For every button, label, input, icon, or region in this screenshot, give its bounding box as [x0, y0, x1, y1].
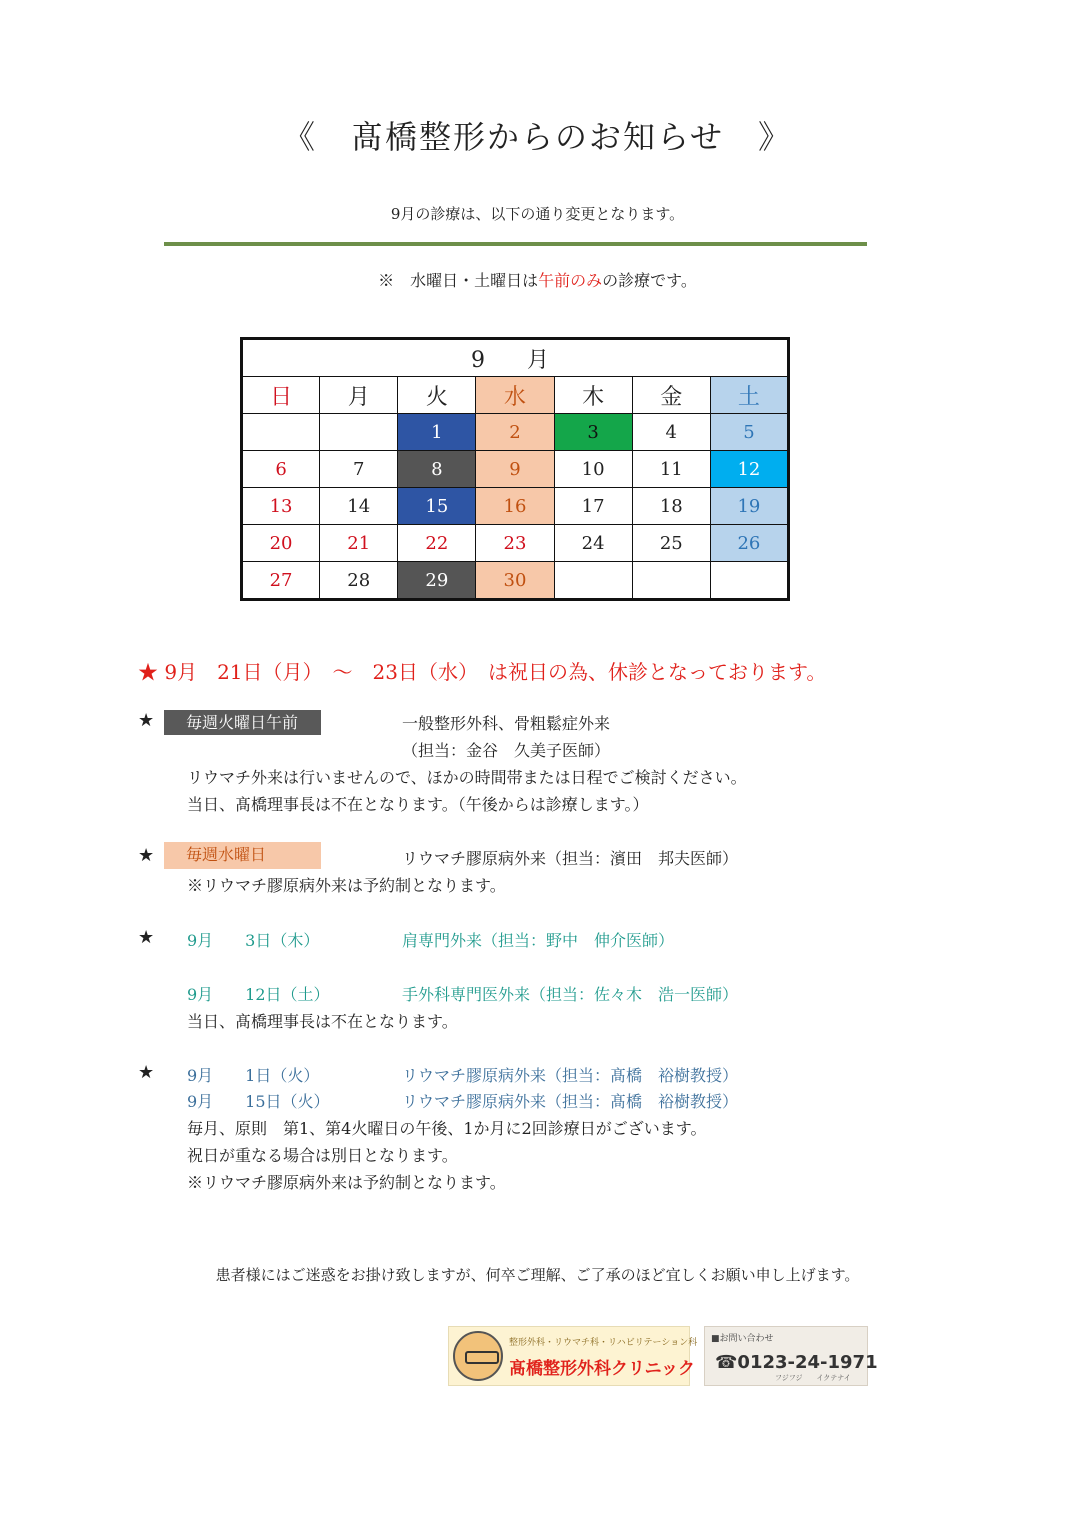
s3-right2: 手外科専門医外来（担当：佐々木 浩一医師）: [402, 985, 739, 1004]
calendar-day: 15: [398, 488, 476, 525]
calendar-day: [632, 562, 710, 600]
weekday-fri: 金: [632, 377, 710, 414]
s4-line2: 祝日が重なる場合は別日となります。: [187, 1146, 458, 1165]
s2-right: リウマチ膠原病外来（担当：濱田 邦夫医師）: [402, 849, 739, 868]
closing-message: 患者様にはご迷惑をお掛け致しますが、何卒ご理解、ご了承のほど宜しくお願い申し上げます。: [215, 1266, 860, 1284]
calendar-day: 29: [398, 562, 476, 600]
weekday-mon: 月: [320, 377, 398, 414]
calendar-day: [554, 562, 632, 600]
star-bullet: ★: [138, 1062, 155, 1083]
note-highlight: 午前のみ: [538, 271, 603, 290]
s2-line1: ※リウマチ膠原病外来は予約制となります。: [187, 876, 506, 895]
s1-right1: 一般整形外科、骨粗鬆症外来: [402, 714, 611, 733]
wednesday-tag: 毎週水曜日: [164, 842, 321, 869]
s3-date2: 9月 12日（土）: [187, 985, 330, 1004]
hours-note: [0, 268, 1075, 291]
star-bullet: ★: [138, 710, 155, 731]
s1-right2: （担当：金谷 久美子医師）: [402, 741, 611, 760]
clinic-logo[interactable]: [448, 1326, 698, 1386]
weekday-sun: 日: [242, 377, 320, 414]
weekday-thu: 木: [554, 377, 632, 414]
note-suffix: の診療です。: [602, 271, 697, 290]
doctor-face-icon: [453, 1331, 503, 1381]
calendar-day: 2: [476, 414, 554, 451]
calendar-day: 26: [710, 525, 788, 562]
calendar-month: 9 月: [242, 339, 789, 377]
star-bullet: ★: [138, 927, 155, 948]
s4-line1: 毎月、原則 第1、第4火曜日の午後、1か月に2回診療日がございます。: [187, 1119, 707, 1138]
calendar-day: 19: [710, 488, 788, 525]
s1-line2: 当日、髙橋理事長は不在となります。（午後からは診療します。）: [187, 795, 649, 814]
calendar-day: 8: [398, 451, 476, 488]
calendar-day: 4: [632, 414, 710, 451]
calendar-day: 1: [398, 414, 476, 451]
holiday-notice: ★ 9月 21日（月） ～ 23日（水） は祝日の為、休診となっております。: [138, 660, 827, 684]
phone-number: ☎0123-24-1971: [715, 1352, 878, 1373]
calendar-day: 16: [476, 488, 554, 525]
calendar-week: [242, 451, 789, 488]
calendar-day: 23: [476, 525, 554, 562]
calendar-day: 18: [632, 488, 710, 525]
glasses-icon: [465, 1351, 499, 1364]
tuesday-tag: 毎週火曜日午前: [164, 710, 321, 735]
calendar-day: 22: [398, 525, 476, 562]
s4-date1: 9月 1日（火）: [187, 1066, 320, 1085]
calendar-day: 3: [554, 414, 632, 451]
divider: [164, 242, 867, 246]
s4-right2: リウマチ膠原病外来（担当：髙橋 裕樹教授）: [402, 1092, 739, 1111]
calendar-day: 11: [632, 451, 710, 488]
s4-date2: 9月 15日（火）: [187, 1092, 330, 1111]
weekday-tue: 火: [398, 377, 476, 414]
clinic-tagline: 整形外科・リウマチ科・リハビリテーション科: [509, 1338, 698, 1348]
calendar-day: 28: [320, 562, 398, 600]
calendar-day: 25: [632, 525, 710, 562]
s4-line3: ※リウマチ膠原病外来は予約制となります。: [187, 1173, 506, 1192]
calendar-day: 27: [242, 562, 320, 600]
phone-kana: フジフジ イクテナイ: [775, 1374, 851, 1382]
calendar-day: 10: [554, 451, 632, 488]
calendar-day: 17: [554, 488, 632, 525]
calendar-day: 20: [242, 525, 320, 562]
s1-line1: リウマチ外来は行いませんので、ほかの時間帯または日程でご検討ください。: [187, 768, 747, 787]
contact-banner[interactable]: [704, 1326, 878, 1386]
calendar-day: 30: [476, 562, 554, 600]
calendar-day: [242, 414, 320, 451]
calendar-day: 14: [320, 488, 398, 525]
contact-label: ■お問い合わせ: [711, 1334, 774, 1344]
page-title: 《 髙橋整形からのお知らせ 》: [282, 118, 793, 156]
calendar-day: 7: [320, 451, 398, 488]
calendar-day: 9: [476, 451, 554, 488]
intro-text: 9月の診療は、以下の通り変更となります。: [390, 205, 685, 223]
calendar-day: 13: [242, 488, 320, 525]
calendar-week: [242, 525, 789, 562]
calendar-day: [710, 562, 788, 600]
calendar-day: 6: [242, 451, 320, 488]
calendar-day: 21: [320, 525, 398, 562]
calendar-day: 5: [710, 414, 788, 451]
weekday-wed: 水: [476, 377, 554, 414]
calendar-day: 12: [710, 451, 788, 488]
weekday-sat: 土: [710, 377, 788, 414]
clinic-name: 髙橋整形外科クリニック: [509, 1359, 695, 1379]
calendar: [240, 337, 790, 601]
calendar-week: [242, 488, 789, 525]
calendar-week: [242, 562, 789, 600]
s4-right1: リウマチ膠原病外来（担当：髙橋 裕樹教授）: [402, 1066, 739, 1085]
star-bullet: ★: [138, 845, 155, 866]
s3-date1: 9月 3日（木）: [187, 931, 320, 950]
s3-right1: 肩専門外来（担当：野中 伸介医師）: [402, 931, 675, 950]
calendar-week: [242, 414, 789, 451]
note-prefix: ※ 水曜日・土曜日は: [378, 271, 539, 290]
s3-line1: 当日、髙橋理事長は不在となります。: [187, 1012, 458, 1031]
calendar-day: 24: [554, 525, 632, 562]
calendar-day: [320, 414, 398, 451]
